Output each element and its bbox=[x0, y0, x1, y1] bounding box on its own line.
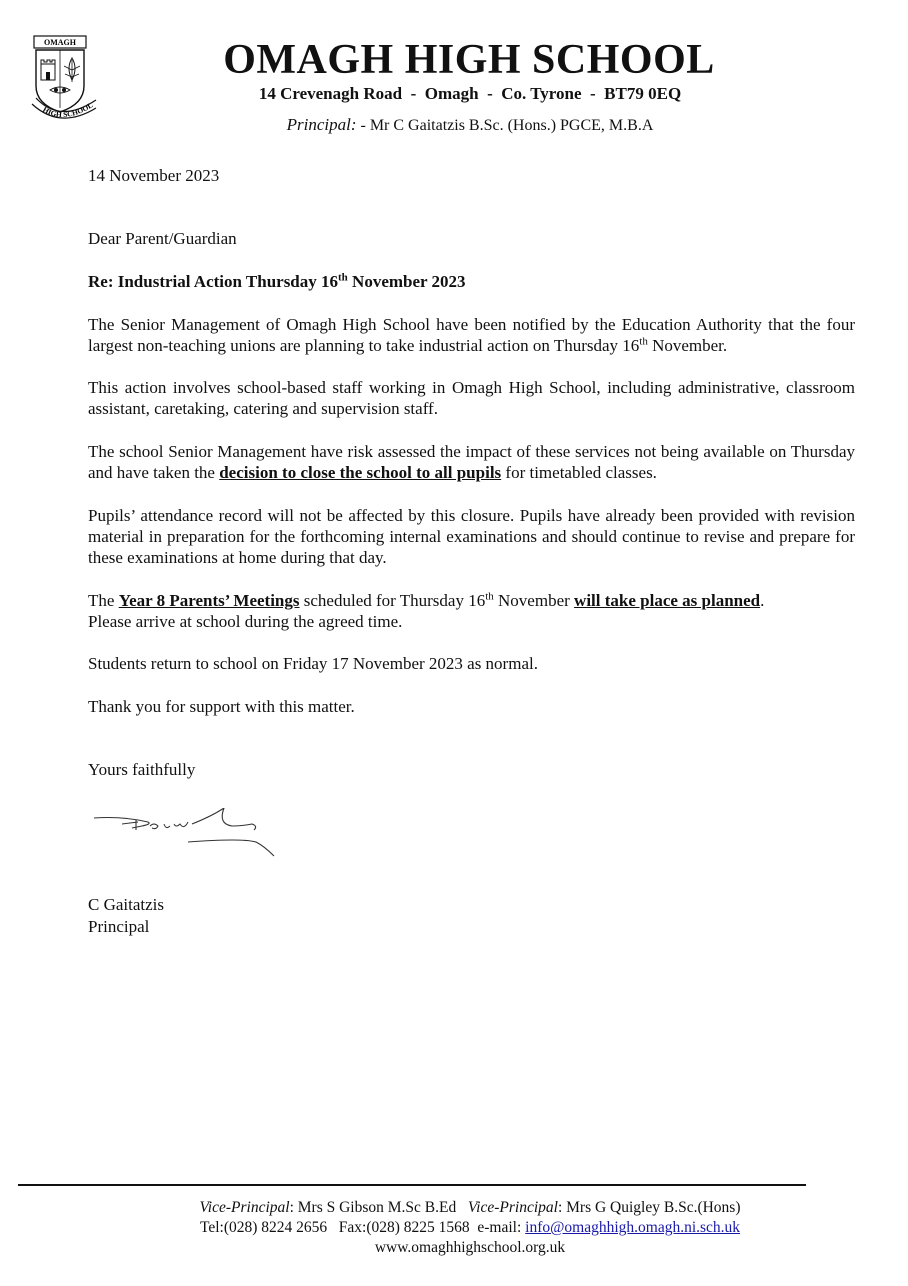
paragraph-parents-meetings: The Year 8 Parents’ Meetings scheduled for Thursday 16th November will take place as planned. Please arrive at school during the agreed time. bbox=[88, 590, 765, 631]
signatory-title: Principal bbox=[88, 917, 150, 936]
principal-line bbox=[0, 115, 908, 135]
letter-date: 14 November 2023 bbox=[88, 166, 220, 185]
email-link[interactable]: info@omaghhigh.omagh.ni.sch.uk bbox=[525, 1219, 741, 1236]
paragraph-thanks: Thank you for support with this matter. bbox=[88, 697, 355, 716]
signatory-name: C Gaitatzis bbox=[88, 895, 165, 914]
footer-vice-principals: Vice-Principal: Mrs S Gibson M.Sc B.Ed Vice-Principal: Mrs G Quigley B.Sc.(Hons) bbox=[199, 1199, 741, 1216]
closure-emphasis: decision to close the school to all pupils bbox=[219, 463, 502, 482]
subject-line: Re: Industrial Action Thursday 16th November 2023 bbox=[88, 271, 466, 291]
crest-top-text: OMAGH bbox=[44, 38, 76, 47]
year8-meetings-emphasis: Year 8 Parents’ Meetings bbox=[118, 591, 300, 610]
crest-bottom-text: HIGH SCHOOL bbox=[41, 100, 95, 120]
paragraph-attendance: Pupils’ attendance record will not be affected by this closure. Pupils have already been provided with revision material in preparation for the forthcoming internal examinations and should continue to revise and prepare for these examinations at home during that day. bbox=[88, 506, 855, 567]
planned-emphasis: will take place as planned bbox=[574, 591, 761, 610]
paragraph-closure: The school Senior Management have risk assessed the impact of these services not being available on Thursday and have taken the decision to close the school to all pupils for timetabled classes. bbox=[88, 442, 855, 482]
signature bbox=[92, 808, 282, 864]
footer-website: www.omaghhighschool.org.uk bbox=[374, 1239, 566, 1256]
footer-divider bbox=[18, 1184, 806, 1186]
paragraph-staff: This action involves school-based staff working in Omagh High School, including administrative, classroom assistant, caretaking, catering and supervision staff. bbox=[88, 378, 855, 418]
paragraph-return: Students return to school on Friday 17 November 2023 as normal. bbox=[88, 654, 538, 673]
principal-label: Principal: bbox=[286, 115, 357, 134]
school-name-heading: OMAGH HIGH SCHOOL bbox=[223, 37, 715, 83]
school-address: 14 Crevenagh Road - Omagh - Co. Tyrone - BT79 0EQ bbox=[258, 84, 682, 103]
principal-value: - Mr C Gaitatzis B.Sc. (Hons.) PGCE, M.B.A bbox=[356, 117, 654, 134]
footer-contact: Tel:(028) 8224 2656 Fax:(028) 8225 1568 e-mail: info@omaghhigh.omagh.ni.sch.uk bbox=[199, 1219, 741, 1236]
salutation: Dear Parent/Guardian bbox=[88, 229, 237, 248]
paragraph-notification: The Senior Management of Omagh High School have been notified by the Education Authority that the four largest non-teaching unions are planning to take industrial action on Thursday 16th November. bbox=[88, 315, 855, 355]
closing: Yours faithfully bbox=[88, 760, 196, 779]
